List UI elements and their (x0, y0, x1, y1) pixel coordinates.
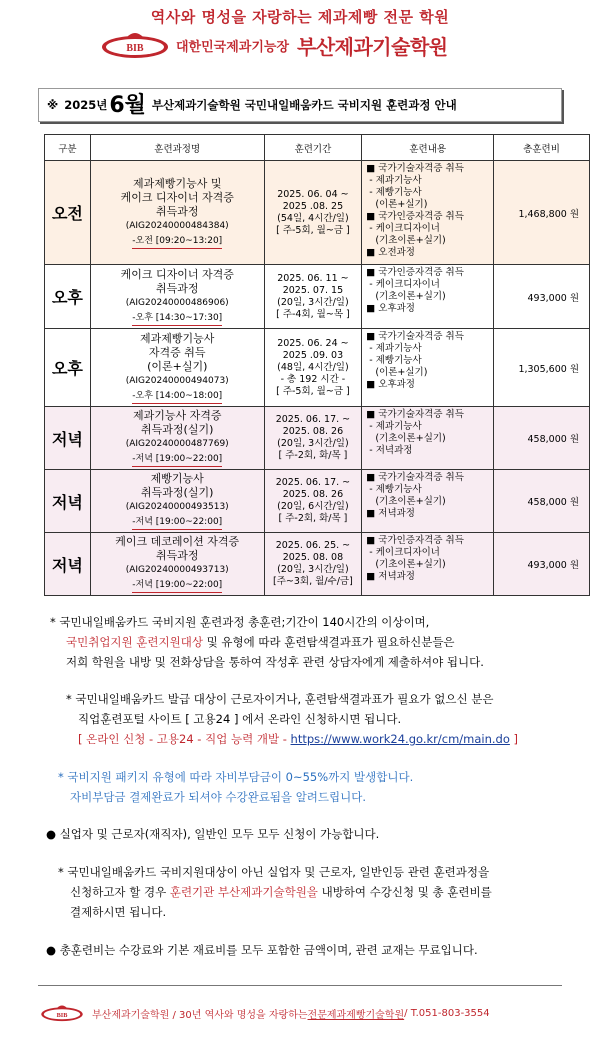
header-cell: 구분 (45, 135, 91, 161)
content-line: ■ 오후과정 (366, 379, 415, 390)
content-line: ■ 국가인증자격증 취득 (366, 535, 464, 546)
period-line: (20일, 3시간/일) (277, 438, 349, 449)
course-name-cell (90, 407, 264, 470)
header-subtitle: 대한민국제과기능장 (176, 39, 290, 55)
note-5 (58, 862, 590, 922)
note-highlight: 훈련기관 부산제과기술학원을 (169, 885, 318, 899)
content-cell (362, 329, 494, 407)
course-name-line: 제과제빵기능사 (140, 331, 215, 345)
note-line (50, 632, 590, 652)
period-line: 2025. 06. 17. ~ (275, 414, 351, 425)
content-line: - 케이크디자이너 (366, 547, 440, 558)
content-line: (기초이론+실기) (366, 235, 446, 246)
note-line (58, 882, 590, 902)
course-name-cell (90, 329, 264, 407)
content-line: - 제과기능사 (366, 421, 422, 432)
content-line: (기초이론+실기) (366, 559, 446, 570)
period-cell (264, 533, 362, 596)
period-cell (264, 470, 362, 533)
note-highlight: ] (509, 732, 519, 746)
note-text: 및 유형에 따라 훈련탐색결과표가 필요하신분들은 (202, 635, 455, 649)
table-header-row (45, 135, 590, 161)
course-time: -저녁 [19:00~22:00] (132, 578, 222, 593)
note-text: * 국민내일배움카드 국비지원대상이 아닌 실업자 및 근로자, 일반인등 관련 훈련과정을 (58, 865, 490, 879)
slot-cell: 저녁 (45, 407, 91, 470)
content-line: (이론+실기) (366, 199, 428, 210)
course-code: (AIG20240000484384) (125, 220, 229, 231)
content-line: ■ 저녁과정 (366, 508, 415, 519)
table-row (45, 533, 590, 596)
content-line: (이론+실기) (366, 367, 428, 378)
notice-year: 2025년 (64, 98, 108, 112)
period-line: (20일, 3시간/일) (277, 564, 349, 575)
table-row (45, 407, 590, 470)
note-text: 저희 학원을 내방 및 전화상담을 통하여 작성후 관련 상담자에게 제출하셔야 됩니다. (66, 655, 484, 669)
period-line: (54일, 4시간/일) (277, 212, 349, 224)
content-line: (기초이론+실기) (366, 291, 446, 302)
content-line: ■ 오전과정 (366, 247, 415, 258)
fee-cell: 1,305,600 원 (494, 329, 590, 407)
period-line: 2025. 06. 25. ~ (275, 540, 351, 551)
slot-cell: 오후 (45, 329, 91, 407)
note-3 (58, 767, 590, 807)
note-text: * 국민내일배움카드 발급 대상이 근로자이거나, 훈련탐색결과표가 필요가 없으신 분은 (66, 692, 494, 706)
course-name-line: 제과제빵기능사 및 (132, 176, 222, 190)
period-line: (20일, 6시간/일) (277, 501, 349, 512)
period-line: (20일, 3시간/일) (277, 296, 349, 308)
header-main-title: 부산제과기술학원 (297, 34, 448, 59)
footer-divider (38, 985, 562, 986)
content-line: ■ 오후과정 (366, 303, 415, 314)
period-line: 2025. 08. 08 (282, 552, 344, 563)
note-text: 직업훈련포털 사이트 [ 고용24 ] 에서 온라인 신청하시면 됩니다. (78, 712, 402, 726)
fee-cell: 493,000 원 (494, 533, 590, 596)
period-line: 2025. 06. 24 ~ (277, 337, 349, 349)
content-line: ■ 국가인증자격증 취득 (366, 267, 464, 278)
course-name-cell (90, 470, 264, 533)
content-line: ■ 국가기술자격증 취득 (366, 331, 464, 342)
header-cell: 훈련과정명 (90, 135, 264, 161)
fee-cell: 493,000 원 (494, 265, 590, 329)
course-time: -오후 [14:00~18:00] (132, 389, 222, 404)
note-highlight: [ 온라인 신청 - 고용24 - 직업 능력 개발 - (78, 732, 291, 746)
content-line: - 제빵기능사 (366, 355, 422, 366)
course-name-line: 제빵기능사 (150, 472, 204, 485)
table-row (45, 329, 590, 407)
period-line: 2025. 08. 26 (282, 426, 344, 437)
course-time: -오후 [14:30~17:30] (132, 311, 222, 326)
bib-logo (100, 30, 170, 60)
content-cell (362, 533, 494, 596)
slot-cell: 저녁 (45, 470, 91, 533)
course-time: -저녁 [19:00~22:00] (132, 515, 222, 530)
header-cell: 총훈련비 (494, 135, 590, 161)
header-cell: 훈련내용 (362, 135, 494, 161)
period-line: 2025. 06. 17. ~ (275, 477, 351, 488)
logo-text: BIB (56, 1011, 68, 1019)
table-row (45, 265, 590, 329)
fee-cell: 458,000 원 (494, 407, 590, 470)
logo-text: BIB (126, 43, 144, 54)
course-code: (AIG20240000493513) (125, 502, 229, 512)
content-line: ■ 국가인증자격증 취득 (366, 211, 464, 222)
course-time: -저녁 [19:00~22:00] (132, 452, 222, 467)
course-code: (AIG20240000494073) (125, 375, 229, 386)
bib-logo-small (40, 1002, 84, 1024)
course-name-line: 취득과정 (155, 204, 199, 218)
course-name-line: (이론+실기) (147, 359, 208, 373)
course-name-line: 취득과정 (155, 549, 199, 562)
notice-title: 부산제과기술학원 국민내일배움카드 국비지원 훈련과정 안내 (151, 98, 457, 112)
period-cell (264, 161, 362, 265)
footer-text: 부산제과기술학원 / 30년 역사와 명성을 자랑하는 (92, 1009, 308, 1021)
period-line: 2025. 06. 04 ~ (277, 188, 349, 200)
course-table (44, 134, 590, 596)
period-cell (264, 407, 362, 470)
note-text: 자비부담금 결제완료가 되셔야 수강완료됨을 알려드립니다. (70, 790, 366, 804)
note-text: * 국비지원 패키지 유형에 따라 자비부담금이 0~55%까지 발생합니다. (58, 770, 414, 784)
work24-link[interactable]: https://www.work24.go.kr/cm/main.do (290, 732, 510, 746)
content-line: - 제과기능사 (366, 343, 422, 354)
content-line: - 제과기능사 (366, 175, 422, 186)
course-name-cell (90, 161, 264, 265)
note-text: 결제하시면 됩니다. (70, 905, 167, 919)
slot-cell: 저녁 (45, 533, 91, 596)
content-line: (기초이론+실기) (366, 496, 446, 507)
content-line: - 케이크디자이너 (366, 279, 440, 290)
fee-cell: 458,000 원 (494, 470, 590, 533)
course-name-line: 취득과정 (155, 281, 199, 295)
content-line: - 케이크디자이너 (366, 223, 440, 234)
period-line: 2025. 07. 15 (282, 284, 344, 296)
header-cell: 훈련기간 (264, 135, 362, 161)
content-line: ■ 국가기술자격증 취득 (366, 409, 464, 420)
content-line: - 제빵기능사 (366, 187, 422, 198)
content-line: ■ 국가기술자격증 취득 (366, 163, 464, 174)
content-cell (362, 407, 494, 470)
period-line: [ 주-5회, 월~금 ] (276, 224, 350, 236)
course-name-line: 제과기능사 자격증 (132, 409, 222, 422)
table-row (45, 161, 590, 265)
note-text: 신청하고자 할 경우 (70, 885, 170, 899)
header-tagline: 역사와 명성을 자랑하는 제과제빵 전문 학원 (150, 8, 450, 26)
note-text: 내방하여 수강신청 및 총 훈련비를 (317, 885, 492, 899)
period-line: 2025. 06. 11 ~ (277, 272, 349, 284)
fee-cell: 1,468,800 원 (494, 161, 590, 265)
note-4: ● 실업자 및 근로자(재직자), 일반인 모두 모두 신청이 가능합니다. (46, 827, 380, 841)
footer-text-highlight: 전문제과제빵기술학원 (307, 1009, 405, 1021)
course-name-line: 케이크 디자이너 자격증 (120, 190, 234, 204)
course-name-cell (90, 533, 264, 596)
table-row (45, 470, 590, 533)
period-line: 2025 .09. 03 (282, 349, 344, 361)
content-cell (362, 470, 494, 533)
course-name-line: 취득과정(실기) (141, 486, 214, 499)
note-highlight: 국민취업지원 훈련지원대상 (66, 635, 203, 649)
footer (40, 1000, 560, 1026)
content-line: ■ 저녁과정 (366, 571, 415, 582)
content-cell (362, 265, 494, 329)
note-6: ● 총훈련비는 수강료와 기본 재료비를 모두 포함한 금액이며, 관련 교재는 무료입니다. (46, 943, 478, 957)
course-name-line: 케이크 디자이너 자격증 (120, 267, 234, 281)
course-name-line: 케이크 데코레이션 자격증 (115, 535, 240, 548)
notice-title-box (38, 88, 562, 122)
content-line: (기초이론+실기) (366, 433, 446, 444)
content-line: - 제빵기능사 (366, 484, 422, 495)
slot-cell: 오전 (45, 161, 91, 265)
period-line: [주~3회, 월/수/금] (273, 576, 353, 587)
period-line: [ 주-5회, 월~금 ] (276, 385, 350, 397)
period-line: [ 주-2회, 화/목 ] (278, 513, 348, 524)
footer-phone: / T.051-803-3554 (404, 1007, 490, 1019)
content-line: ■ 국가기술자격증 취득 (366, 472, 464, 483)
period-line: - 총 192 시간 - (280, 373, 346, 385)
notice-month: 6월 (109, 92, 146, 118)
note-1 (50, 612, 590, 672)
period-cell (264, 329, 362, 407)
content-line: - 저녁과정 (366, 445, 413, 456)
course-name-cell (90, 265, 264, 329)
note-line (66, 729, 590, 749)
period-line: 2025. 08. 26 (282, 489, 344, 500)
course-name-line: 자격증 취득 (148, 345, 206, 359)
course-time: -오전 [09:20~13:20] (132, 234, 222, 249)
course-name-line: 취득과정(실기) (141, 423, 214, 436)
period-line: 2025 .08. 25 (282, 200, 344, 212)
period-line: (48일, 4시간/일) (277, 361, 349, 373)
course-code: (AIG20240000486906) (125, 297, 229, 308)
note-2 (66, 689, 590, 749)
header-brand (100, 28, 520, 62)
course-code: (AIG20240000493713) (125, 565, 229, 575)
period-line: [ 주-2회, 화/목 ] (278, 450, 348, 461)
period-cell (264, 265, 362, 329)
content-cell (362, 161, 494, 265)
period-line: [ 주-4회, 월~목 ] (276, 308, 350, 320)
slot-cell: 오후 (45, 265, 91, 329)
note-text: * 국민내일배움카드 국비지원 훈련과정 총훈련;기간이 140시간의 이상이며, (50, 615, 430, 629)
course-code: (AIG20240000487769) (125, 439, 229, 449)
notice-mark: ※ (47, 98, 59, 112)
